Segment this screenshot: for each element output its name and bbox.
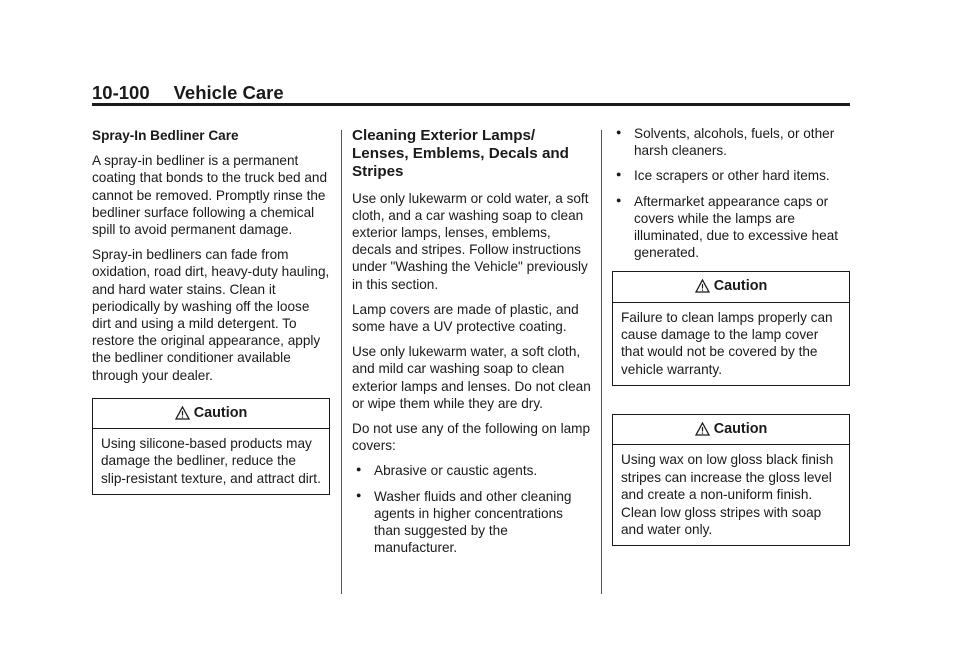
list-item xyxy=(352,488,592,557)
column-divider xyxy=(341,130,342,594)
paragraph: Do not use any of the following on lamp covers: xyxy=(352,421,591,454)
column-3 xyxy=(612,125,852,546)
bullet-dot: ● xyxy=(356,489,362,500)
paragraph: A spray-in bedliner is a permanent coating that bonds to the truck bed and cannot be removed. Promptly rinse the bedliner surface following a chemical spill to avoid permanent damage. xyxy=(92,153,328,238)
list-item xyxy=(612,125,852,159)
caution-title: Caution xyxy=(193,404,248,421)
warning-triangle-icon xyxy=(175,406,190,420)
paragraph: Spray-in bedliners can fade from oxidation, road dirt, heavy-duty hauling, and hard water stains. Clean it periodically by washing off the loose dirt and using a mild detergent. To restore the original appearance, apply the bedliner conditioner available through your dealer. xyxy=(92,247,330,383)
caution-box xyxy=(612,414,850,546)
list-item xyxy=(612,167,852,184)
caution-title: Caution xyxy=(713,421,768,438)
list-item xyxy=(612,193,852,262)
caution-header xyxy=(93,399,329,429)
caution-box xyxy=(612,271,850,386)
list-item-text: Washer fluids and other cleaning agents in higher concentrations than suggested by the manufacturer. xyxy=(374,488,572,556)
paragraph: Use only lukewarm or cold water, a soft cloth, and a car washing soap to clean exterior lamps, lenses, emblems, decals and stripes. Follow instructions under "Washing the Vehicle" previously in this section. xyxy=(352,190,589,292)
bullet-list xyxy=(612,125,852,261)
subheading-bedliner: Spray-In Bedliner Care xyxy=(92,128,239,143)
paragraph: Lamp covers are made of plastic, and some have a UV protective coating. xyxy=(352,301,579,335)
paragraph: Use only lukewarm water, a soft cloth, and mild car washing soap to clean exterior lamps and lenses. Do not clean or wipe them while they are dry. xyxy=(352,344,591,411)
bullet-list xyxy=(352,462,592,556)
caution-text: Using wax on low gloss black finish stripes can increase the gloss level and create a non-uniform finish. Clean low gloss stripes with soap and water only. xyxy=(621,452,834,538)
list-item-text: Abrasive or caustic agents. xyxy=(374,463,538,479)
page-number: 10-100 xyxy=(92,82,150,103)
list-item-text: Aftermarket appearance caps or covers while the lamps are illuminated, due to excessive heat generated. xyxy=(634,193,839,261)
caution-header xyxy=(613,415,849,445)
caution-text: Failure to clean lamps properly can cause damage to the lamp cover that would not be covered by the vehicle warranty. xyxy=(621,309,833,377)
bullet-dot: ● xyxy=(356,464,362,475)
caution-title: Caution xyxy=(713,278,768,295)
bullet-dot: ● xyxy=(616,194,622,205)
list-item xyxy=(352,462,592,479)
bullet-dot: ● xyxy=(616,127,622,137)
header-rule xyxy=(92,103,850,106)
caution-box xyxy=(92,398,330,495)
caution-text: Using silicone-based products may damage the bedliner, reduce the slip-resistant texture, and attract dirt. xyxy=(101,436,321,486)
list-item-text: Ice scrapers or other hard items. xyxy=(634,168,830,184)
caution-header xyxy=(613,272,849,302)
column-divider xyxy=(601,130,602,594)
bullet-dot: ● xyxy=(616,169,622,180)
column-1 xyxy=(92,127,330,495)
section-title-header: Vehicle Care xyxy=(173,82,284,103)
spacer xyxy=(612,386,852,414)
list-item-text: Solvents, alcohols, fuels, or other harsh cleaners. xyxy=(634,126,835,159)
column-2 xyxy=(352,127,592,564)
warning-triangle-icon xyxy=(695,279,710,293)
section-heading: Cleaning Exterior Lamps/ Lenses, Emblems, Decals and Stripes xyxy=(352,127,569,181)
warning-triangle-icon xyxy=(695,422,710,436)
